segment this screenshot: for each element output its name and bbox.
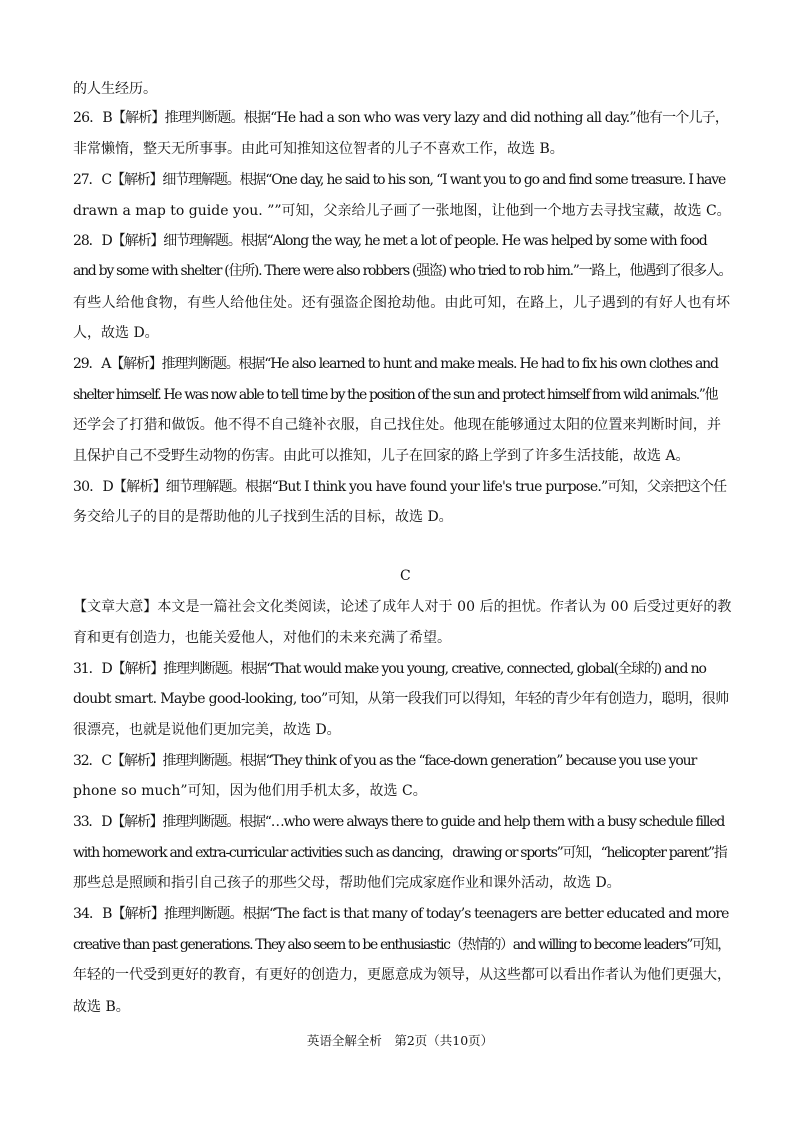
text-line: doubt smart. Maybe good-looking, too”可知，从第一段我们可以得知，年轻的青少年有创造力，聪明，很帅 (73, 691, 729, 707)
text-line: 很漂亮，也就是说他们更加完美，故选 D。 (73, 722, 341, 738)
text-line: 且保护自己不受野生动物的伤害。由此可以推知，儿子在回家的路上学到了许多生活技能，故选 A。 (73, 448, 690, 464)
text-line: and by some with shelter (住所). There were also robbers (强盗) who tried to rob him.”一路上，他遇到了很多人。 (73, 263, 732, 279)
text-line: 故选 B。 (73, 999, 130, 1015)
text-line: 那些总是照顾和指引自己孩子的那些父母，帮助他们完成家庭作业和课外活动，故选 D。 (73, 875, 621, 891)
text-line: creative than past generations. They also seem to be enthusiastic（热情的）and willing to become leaders”可知， (73, 937, 730, 953)
text-line: 有些人给他食物，有些人给他住处。还有强盗企图抢劫他。由此可知，在路上，儿子遇到的有好人也有坏 (73, 295, 731, 311)
text-line: 28．D【解析】细节理解题。根据“Along the way, he met a lot of people. He was helped by some with food (73, 233, 707, 249)
text-line: 30．D【解析】细节理解题。根据“But I think you have found your life's true purpose.”可知，父亲把这个任 (73, 479, 727, 495)
text-line: drawn a map to guide you. ””可知，父亲给儿子画了一张地图，让他到一个地方去寻找宝藏，故选 C。 (73, 203, 731, 219)
text-line: 26．B【解析】推理判断题。根据“He had a son who was very lazy and did nothing all day.”他有一个儿子， (73, 110, 729, 126)
text-line: 31．D【解析】推理判断题。根据“That would make you young, creative, connected, global(全球的) and no (73, 661, 706, 677)
text-line: 34．B【解析】推理判断题。根据“The fact is that many of today’s teenagers are better educated and more (73, 906, 729, 922)
text-line: 人，故选 D。 (73, 325, 159, 341)
text-line: 【文章大意】本文是一篇社会文化类阅读，论述了成年人对于 00 后的担忧。作者认为 00 后受过更好的教 (73, 599, 732, 615)
text-line: phone so much”可知，因为他们用手机太多，故选 C。 (73, 783, 427, 799)
text-line: 还学会了打猎和做饭。他不得不自己缝补衣服，自己找住处。他现在能够通过太阳的位置来判断时间，并 (73, 417, 722, 433)
page-footer: 英语全解全析 第2页（共10页） (306, 1033, 494, 1048)
text-line: 29．A【解析】推理判断题。根据“He also learned to hunt and make meals. He had to fix his own clothes and (73, 356, 718, 372)
text-line: 32．C【解析】推理判断题。根据“They think of you as the “face-down generation” because you use your (73, 753, 697, 769)
text-line: 务交给儿子的目的是帮助他的儿子找到生活的目标，故选 D。 (73, 509, 453, 525)
text-line: shelter himself. He was now able to tell time by the position of the sun and protect himself from wild animals.”他 (73, 387, 718, 403)
text-line: 33．D【解析】推理判断题。根据“…who were always there to guide and help them with a busy schedule filled (73, 814, 725, 830)
text-line: 非常懒惰，整天无所事事。由此可知推知这位智者的儿子不喜欢工作，故选 B。 (73, 141, 564, 157)
text-line: 育和更有创造力，也能关爱他人，对他们的未来充满了希望。 (73, 630, 451, 646)
section-heading (0, 567, 800, 585)
text-line: 的人生经历。 (73, 81, 157, 97)
text-line: 27．C【解析】细节理解题。根据“One day, he said to his son, “I want you to go and find some treasure. I have (73, 172, 726, 188)
text-line: with homework and extra-curricular activities such as dancing，drawing or sports”可知，“helicopter parent”指 (73, 845, 727, 861)
text-line: 年轻的一代受到更好的教育，有更好的创造力，更愿意成为领导，从这些都可以看出作者认为他们更强大， (73, 967, 731, 983)
